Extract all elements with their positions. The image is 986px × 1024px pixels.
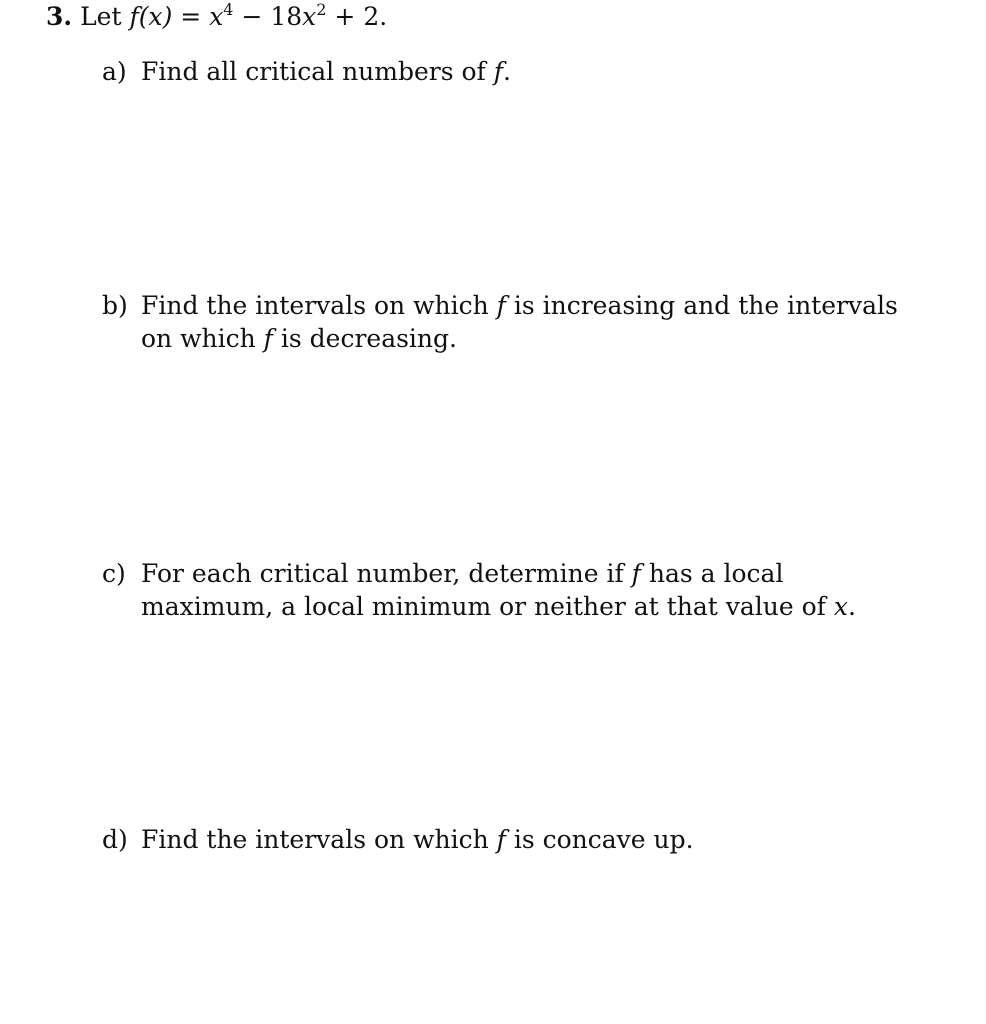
part-c-label: c) [102,559,126,588]
part-b-prompt [141,289,921,355]
part-c-prompt [141,557,921,623]
minus-sign: − [241,2,263,31]
term2-exponent: 2 [316,0,327,19]
part-b-var-1: f [496,291,506,320]
part-c-var-1: f [631,559,641,588]
part-d-label: d) [102,825,128,854]
part-b-text-3: is decreasing. [280,324,457,353]
part-b-var-2: f [263,324,273,353]
part-a-var: f [493,57,504,86]
part-d-var-1: f [496,825,506,854]
plus-sign: + [334,2,356,31]
part-b-label: b) [102,291,128,320]
constant-term: 2. [363,2,388,31]
term1-base: x [209,2,224,31]
function-lhs: f(x) [129,2,173,31]
part-c-var-2: x [833,592,848,621]
term1-exponent: 4 [223,0,234,19]
part-c-period: . [847,592,856,621]
problem-number: 3. [46,2,73,31]
part-b-text-2: is increasing and the intervals on which [141,291,898,353]
equals-sign: = [180,2,202,31]
term2-base: x [302,2,317,31]
part-d-text-1: Find the intervals on which [141,825,489,854]
part-a-label: a) [102,57,127,86]
part-a-period: . [503,57,511,86]
part-a-text: Find all critical numbers of [141,57,486,86]
part-a-prompt [141,55,921,88]
part-d-prompt [141,823,921,856]
part-b-text-1: Find the intervals on which [141,291,489,320]
part-c-text-1: For each critical number, determine if [141,559,624,588]
term2-coefficient: 18 [270,2,303,31]
problem-lead: Let [80,2,122,31]
part-d-text-2: is concave up. [513,825,694,854]
problem-statement [46,0,387,33]
part-c-text-2: has a local maximum, a local minimum or neither at that value of [141,559,826,621]
